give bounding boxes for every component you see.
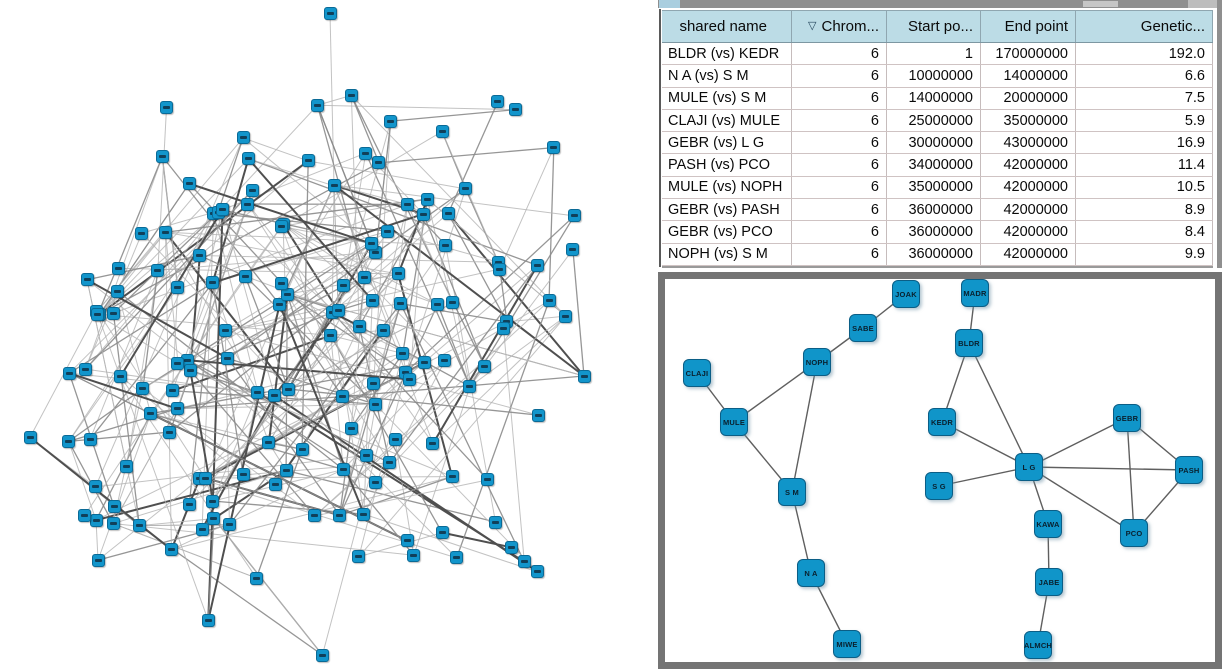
network-node[interactable]: [79, 363, 92, 376]
table-cell[interactable]: PASH (vs) PCO: [662, 154, 792, 175]
network-node[interactable]: [392, 267, 405, 280]
network-node[interactable]: [24, 431, 37, 444]
table-cell[interactable]: CLAJI (vs) MULE: [662, 110, 792, 131]
table-cell[interactable]: 10000000: [887, 65, 981, 86]
network-node[interactable]: [489, 516, 502, 529]
network-node[interactable]: [442, 207, 455, 220]
network-edge: [379, 148, 554, 163]
table-cell[interactable]: N A (vs) S M: [662, 65, 792, 86]
network-edge: [214, 519, 322, 655]
network-node[interactable]: [337, 463, 350, 476]
table-cell[interactable]: 14000000: [887, 88, 981, 109]
table-body: [662, 43, 1213, 266]
network-node[interactable]: [401, 534, 414, 547]
network-node[interactable]: [120, 460, 133, 473]
network-node[interactable]: [250, 572, 263, 585]
column-header-chrom[interactable]: [792, 11, 887, 42]
network-node[interactable]: [246, 184, 259, 197]
network-node[interactable]: [337, 279, 350, 292]
network-edge-GEBR-PCO[interactable]: [1127, 418, 1134, 533]
network-node-sabe[interactable]: SABE: [849, 314, 877, 342]
table-cell[interactable]: 5.9: [1076, 110, 1213, 131]
table-cell[interactable]: BLDR (vs) KEDR: [662, 43, 792, 64]
network-node[interactable]: [216, 203, 229, 216]
network-node[interactable]: [547, 141, 560, 154]
network-node[interactable]: [193, 249, 206, 262]
network-node-s-m[interactable]: S M: [778, 478, 806, 506]
table-cell[interactable]: GEBR (vs) PCO: [662, 221, 792, 242]
table-cell[interactable]: 35000000: [981, 110, 1076, 131]
network-node[interactable]: [302, 154, 315, 167]
sort-filter-icon[interactable]: ▽: [808, 20, 817, 32]
network-node[interactable]: [78, 509, 91, 522]
network-node[interactable]: [381, 225, 394, 238]
network-node[interactable]: [223, 518, 236, 531]
network-node-l-g[interactable]: L G: [1015, 453, 1043, 481]
network-node[interactable]: [91, 308, 104, 321]
network-node[interactable]: [436, 526, 449, 539]
network-node[interactable]: [171, 281, 184, 294]
table-left-border: [659, 9, 661, 267]
table-header-row: [662, 10, 1213, 43]
table-row[interactable]: [662, 154, 1213, 176]
network-node[interactable]: [532, 409, 545, 422]
network-node[interactable]: [396, 347, 409, 360]
network-node[interactable]: [394, 297, 407, 310]
network-node[interactable]: [353, 320, 366, 333]
network-node[interactable]: [328, 179, 341, 192]
network-node[interactable]: [578, 370, 591, 383]
table-cell[interactable]: 36000000: [887, 221, 981, 242]
network-node[interactable]: [242, 152, 255, 165]
table-cell[interactable]: 1: [887, 43, 981, 64]
network-node[interactable]: [92, 554, 105, 567]
network-node[interactable]: [184, 364, 197, 377]
network-edge: [504, 328, 525, 562]
network-node[interactable]: [163, 426, 176, 439]
network-node[interactable]: [559, 310, 572, 323]
network-node[interactable]: [407, 549, 420, 562]
network-edge: [218, 138, 243, 212]
network-node[interactable]: [450, 551, 463, 564]
network-node[interactable]: [107, 307, 120, 320]
table-cell[interactable]: 6: [792, 199, 887, 220]
network-node[interactable]: [282, 383, 295, 396]
network-node[interactable]: [112, 262, 125, 275]
table-cell[interactable]: 16.9: [1076, 132, 1213, 153]
network-node[interactable]: [251, 386, 264, 399]
network-node-jabe[interactable]: JABE: [1035, 568, 1063, 596]
table-cell[interactable]: 6: [792, 132, 887, 153]
network-node[interactable]: [332, 304, 345, 317]
table-row[interactable]: [662, 110, 1213, 132]
network-node-claji[interactable]: CLAJI: [683, 359, 711, 387]
network-node[interactable]: [438, 354, 451, 367]
network-node[interactable]: [136, 382, 149, 395]
network-node[interactable]: [89, 480, 102, 493]
network-node[interactable]: [237, 468, 250, 481]
network-node[interactable]: [446, 470, 459, 483]
table-cell[interactable]: 11.4: [1076, 154, 1213, 175]
network-node[interactable]: [377, 324, 390, 337]
network-node[interactable]: [333, 509, 346, 522]
table-bottom-border: [662, 266, 1213, 268]
table-cell[interactable]: 6: [792, 221, 887, 242]
table-cell[interactable]: 36000000: [887, 244, 981, 265]
scrollbar-left-tab[interactable]: [659, 0, 680, 8]
filtered-network-edges: [665, 279, 1215, 662]
network-node[interactable]: [206, 495, 219, 508]
table-row[interactable]: [662, 65, 1213, 87]
table-cell[interactable]: 7.5: [1076, 88, 1213, 109]
column-header-label: Chrom...: [821, 18, 879, 35]
network-edge: [86, 191, 253, 369]
network-node[interactable]: [426, 437, 439, 450]
network-node[interactable]: [81, 273, 94, 286]
network-node[interactable]: [237, 131, 250, 144]
network-node-miwe[interactable]: MIWE: [833, 630, 861, 658]
network-node[interactable]: [403, 373, 416, 386]
table-cell[interactable]: 6: [792, 244, 887, 265]
network-node[interactable]: [165, 543, 178, 556]
network-node-s-g[interactable]: S G: [925, 472, 953, 500]
network-node[interactable]: [63, 367, 76, 380]
table-cell[interactable]: 43000000: [981, 132, 1076, 153]
table-cell[interactable]: MULE (vs) NOPH: [662, 177, 792, 198]
table-cell[interactable]: 42000000: [981, 221, 1076, 242]
network-node[interactable]: [107, 517, 120, 530]
network-node[interactable]: [207, 512, 220, 525]
network-node[interactable]: [166, 384, 179, 397]
table-horizontal-scrollbar[interactable]: [658, 0, 1222, 8]
network-node[interactable]: [478, 360, 491, 373]
network-node[interactable]: [367, 377, 380, 390]
table-cell[interactable]: 170000000: [981, 43, 1076, 64]
network-node[interactable]: [239, 270, 252, 283]
network-node[interactable]: [439, 239, 452, 252]
column-header-sharedname[interactable]: [662, 11, 792, 42]
network-node[interactable]: [481, 473, 494, 486]
network-edge: [448, 102, 498, 213]
network-node[interactable]: [358, 271, 371, 284]
network-node[interactable]: [114, 370, 127, 383]
table-cell[interactable]: 42000000: [981, 154, 1076, 175]
network-node[interactable]: [421, 193, 434, 206]
network-node[interactable]: [566, 243, 579, 256]
network-edge: [188, 227, 282, 361]
network-node[interactable]: [262, 436, 275, 449]
network-node[interactable]: [366, 294, 379, 307]
column-header-genetic[interactable]: [1076, 11, 1213, 42]
filtered-network-panel[interactable]: [658, 272, 1222, 669]
table-cell[interactable]: 34000000: [887, 154, 981, 175]
table-cell[interactable]: 14000000: [981, 65, 1076, 86]
network-node[interactable]: [365, 237, 378, 250]
column-header-label: shared name: [679, 18, 767, 35]
table-cell[interactable]: MULE (vs) S M: [662, 88, 792, 109]
network-node[interactable]: [401, 198, 414, 211]
table-cell[interactable]: 6: [792, 177, 887, 198]
network-node[interactable]: [108, 500, 121, 513]
network-edge: [248, 159, 537, 266]
network-node[interactable]: [159, 226, 172, 239]
network-node[interactable]: [199, 472, 212, 485]
network-node-bldr[interactable]: BLDR: [955, 329, 983, 357]
network-node[interactable]: [135, 227, 148, 240]
network-node[interactable]: [357, 508, 370, 521]
network-node[interactable]: [446, 296, 459, 309]
network-node[interactable]: [360, 449, 373, 462]
network-node-mule[interactable]: MULE: [720, 408, 748, 436]
network-node-kawa[interactable]: KAWA: [1034, 510, 1062, 538]
table-cell[interactable]: 6: [792, 88, 887, 109]
table-cell[interactable]: 20000000: [981, 88, 1076, 109]
table-vertical-scrollbar[interactable]: [1217, 0, 1222, 268]
network-node[interactable]: [160, 101, 173, 114]
network-node-madr[interactable]: MADR: [961, 279, 989, 307]
table-cell[interactable]: GEBR (vs) L G: [662, 132, 792, 153]
network-node[interactable]: [497, 322, 510, 335]
network-node[interactable]: [241, 198, 254, 211]
table-cell[interactable]: 42000000: [981, 177, 1076, 198]
column-header-label: Start po...: [907, 18, 973, 35]
network-node-n-a[interactable]: N A: [797, 559, 825, 587]
network-node[interactable]: [568, 209, 581, 222]
network-edge: [98, 315, 178, 364]
network-node[interactable]: [372, 156, 385, 169]
table-cell[interactable]: 42000000: [981, 244, 1076, 265]
network-node[interactable]: [418, 356, 431, 369]
network-node[interactable]: [221, 352, 234, 365]
network-node[interactable]: [308, 509, 321, 522]
network-node[interactable]: [531, 259, 544, 272]
network-node[interactable]: [219, 324, 232, 337]
table-cell[interactable]: 8.9: [1076, 199, 1213, 220]
network-edge-NOPH-SM[interactable]: [792, 362, 817, 492]
table-cell[interactable]: 35000000: [887, 177, 981, 198]
network-edge: [391, 110, 516, 121]
network-node[interactable]: [311, 99, 324, 112]
table-row[interactable]: [662, 177, 1213, 199]
network-node-pash[interactable]: PASH: [1175, 456, 1203, 484]
network-node[interactable]: [202, 614, 215, 627]
network-node-pco[interactable]: PCO: [1120, 519, 1148, 547]
table-cell[interactable]: 10.5: [1076, 177, 1213, 198]
table-row[interactable]: [662, 221, 1213, 243]
network-node[interactable]: [296, 443, 309, 456]
table-cell[interactable]: NOPH (vs) S M: [662, 244, 792, 265]
network-node-noph[interactable]: NOPH: [803, 348, 831, 376]
column-header-label: End point: [1004, 18, 1068, 35]
network-node[interactable]: [206, 276, 219, 289]
network-edge: [289, 389, 457, 558]
network-node[interactable]: [196, 523, 209, 536]
network-node[interactable]: [336, 390, 349, 403]
network-node-almch[interactable]: ALMCH: [1024, 631, 1052, 659]
network-node[interactable]: [275, 220, 288, 233]
edge-attribute-table: [662, 10, 1213, 268]
network-node[interactable]: [543, 294, 556, 307]
network-node[interactable]: [359, 147, 372, 160]
network-edge: [317, 105, 515, 109]
network-node[interactable]: [459, 182, 472, 195]
network-edge-BLDR-LG[interactable]: [969, 343, 1029, 467]
table-cell[interactable]: 42000000: [981, 199, 1076, 220]
network-node[interactable]: [369, 476, 382, 489]
network-node[interactable]: [324, 329, 337, 342]
table-row[interactable]: [662, 244, 1213, 266]
network-node[interactable]: [324, 7, 337, 20]
table-row[interactable]: [662, 88, 1213, 110]
network-edge: [573, 250, 584, 376]
scrollbar-thumb[interactable]: [1083, 1, 1118, 7]
network-node[interactable]: [383, 456, 396, 469]
network-node[interactable]: [171, 357, 184, 370]
network-node[interactable]: [463, 380, 476, 393]
network-node[interactable]: [389, 433, 402, 446]
network-node[interactable]: [280, 464, 293, 477]
network-node[interactable]: [275, 277, 288, 290]
network-node[interactable]: [156, 150, 169, 163]
table-cell[interactable]: 6: [792, 110, 887, 131]
edge-table-panel: [658, 0, 1222, 270]
network-node-gebr[interactable]: GEBR: [1113, 404, 1141, 432]
network-node[interactable]: [133, 519, 146, 532]
network-node[interactable]: [509, 103, 522, 116]
network-node[interactable]: [384, 115, 397, 128]
network-node[interactable]: [352, 550, 365, 563]
network-edge: [375, 265, 537, 404]
network-node[interactable]: [518, 555, 531, 568]
table-row[interactable]: [662, 199, 1213, 221]
network-node[interactable]: [431, 298, 444, 311]
table-cell[interactable]: 8.4: [1076, 221, 1213, 242]
network-node[interactable]: [531, 565, 544, 578]
network-node[interactable]: [84, 433, 97, 446]
network-node[interactable]: [90, 514, 103, 527]
network-node[interactable]: [505, 541, 518, 554]
network-node[interactable]: [417, 208, 430, 221]
network-node[interactable]: [171, 402, 184, 415]
column-header-startpo[interactable]: [887, 11, 981, 42]
table-cell[interactable]: GEBR (vs) PASH: [662, 199, 792, 220]
network-edge-LG-PASH[interactable]: [1029, 467, 1189, 470]
network-node[interactable]: [183, 498, 196, 511]
network-node[interactable]: [491, 95, 504, 108]
table-cell[interactable]: 9.9: [1076, 244, 1213, 265]
table-cell[interactable]: 6: [792, 43, 887, 64]
network-node[interactable]: [316, 649, 329, 662]
column-header-label: Genetic...: [1140, 18, 1205, 35]
table-cell[interactable]: 192.0: [1076, 43, 1213, 64]
network-node[interactable]: [369, 398, 382, 411]
table-row[interactable]: [662, 43, 1213, 65]
network-node[interactable]: [111, 285, 124, 298]
network-edge: [500, 148, 554, 269]
network-node[interactable]: [345, 422, 358, 435]
network-node[interactable]: [183, 177, 196, 190]
network-node[interactable]: [269, 478, 282, 491]
table-row[interactable]: [662, 132, 1213, 154]
network-node[interactable]: [62, 435, 75, 448]
table-cell[interactable]: 36000000: [887, 199, 981, 220]
table-cell[interactable]: 6: [792, 65, 887, 86]
table-cell[interactable]: 30000000: [887, 132, 981, 153]
network-node-kedr[interactable]: KEDR: [928, 408, 956, 436]
network-node[interactable]: [345, 89, 358, 102]
column-header-endpoint[interactable]: [981, 11, 1076, 42]
network-node[interactable]: [144, 407, 157, 420]
table-cell[interactable]: 6.6: [1076, 65, 1213, 86]
table-cell[interactable]: 25000000: [887, 110, 981, 131]
table-cell[interactable]: 6: [792, 154, 887, 175]
network-node[interactable]: [436, 125, 449, 138]
network-node[interactable]: [268, 389, 281, 402]
network-node[interactable]: [493, 263, 506, 276]
network-node-joak[interactable]: JOAK: [892, 280, 920, 308]
network-node[interactable]: [151, 264, 164, 277]
